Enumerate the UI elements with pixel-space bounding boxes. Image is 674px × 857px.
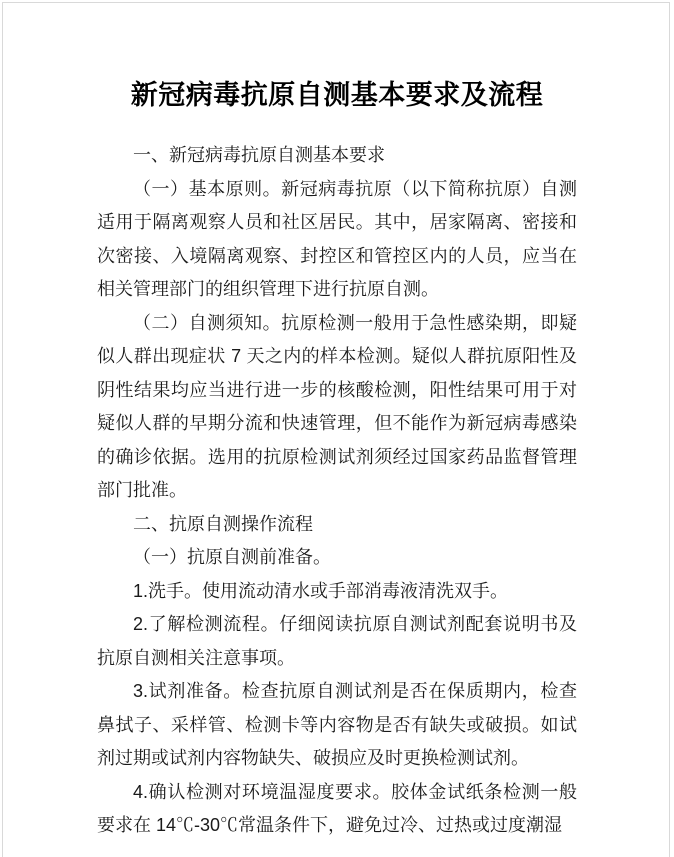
paragraph-step-1-wash-hands: 1.洗手。使用流动清水或手部消毒液清洗双手。 [133, 580, 509, 601]
document-title: 新冠病毒抗原自测基本要求及流程 [130, 80, 544, 110]
paragraph-preparation-heading: （一）抗原自测前准备。 [133, 547, 331, 567]
paragraph-section-1-heading: 一、新冠病毒抗原自测基本要求 [133, 145, 385, 165]
paragraph-step-4-temperature-humidity: 4.确认检测对环境温湿度要求。胶体金试纸条检测一般要求在 14℃-30℃常温条件下，避免过冷、过热或过度潮湿 [97, 781, 577, 835]
document-body [97, 139, 577, 843]
paragraph-basic-principles: （一）基本原则。新冠病毒抗原（以下简称抗原）自测适用于隔离观察人员和社区居民。其中，居家隔离、密接和次密接、入境隔离观察、封控区和管控区内的人员，应当在相关管理部门的组织管理下进行抗原自测。 [97, 178, 577, 299]
paragraph-step-2-read-instructions: 2.了解检测流程。仔细阅读抗原自测试剂配套说明书及抗原自测相关注意事项。 [97, 614, 577, 668]
paragraph-step-3-reagent-prep: 3.试剂准备。检查抗原自测试剂是否在保质期内，检查鼻拭子、采样管、检测卡等内容物是否有缺失或破损。如试剂过期或试剂内容物缺失、破损应及时更换检测试剂。 [97, 681, 577, 768]
paragraph-section-2-heading: 二、抗原自测操作流程 [133, 513, 313, 534]
paragraph-self-test-notes: （二）自测须知。抗原检测一般用于急性感染期，即疑似人群出现症状 7 天之内的样本检测。疑似人群抗原阳性及阴性结果均应当进行进一步的核酸检测，阳性结果可用于对疑似人群的早期分流和快速管理，但不能作为新冠病毒感染的确诊依据。选用的抗原检测试剂须经过国家药品监督管理部门批准。 [97, 312, 577, 500]
